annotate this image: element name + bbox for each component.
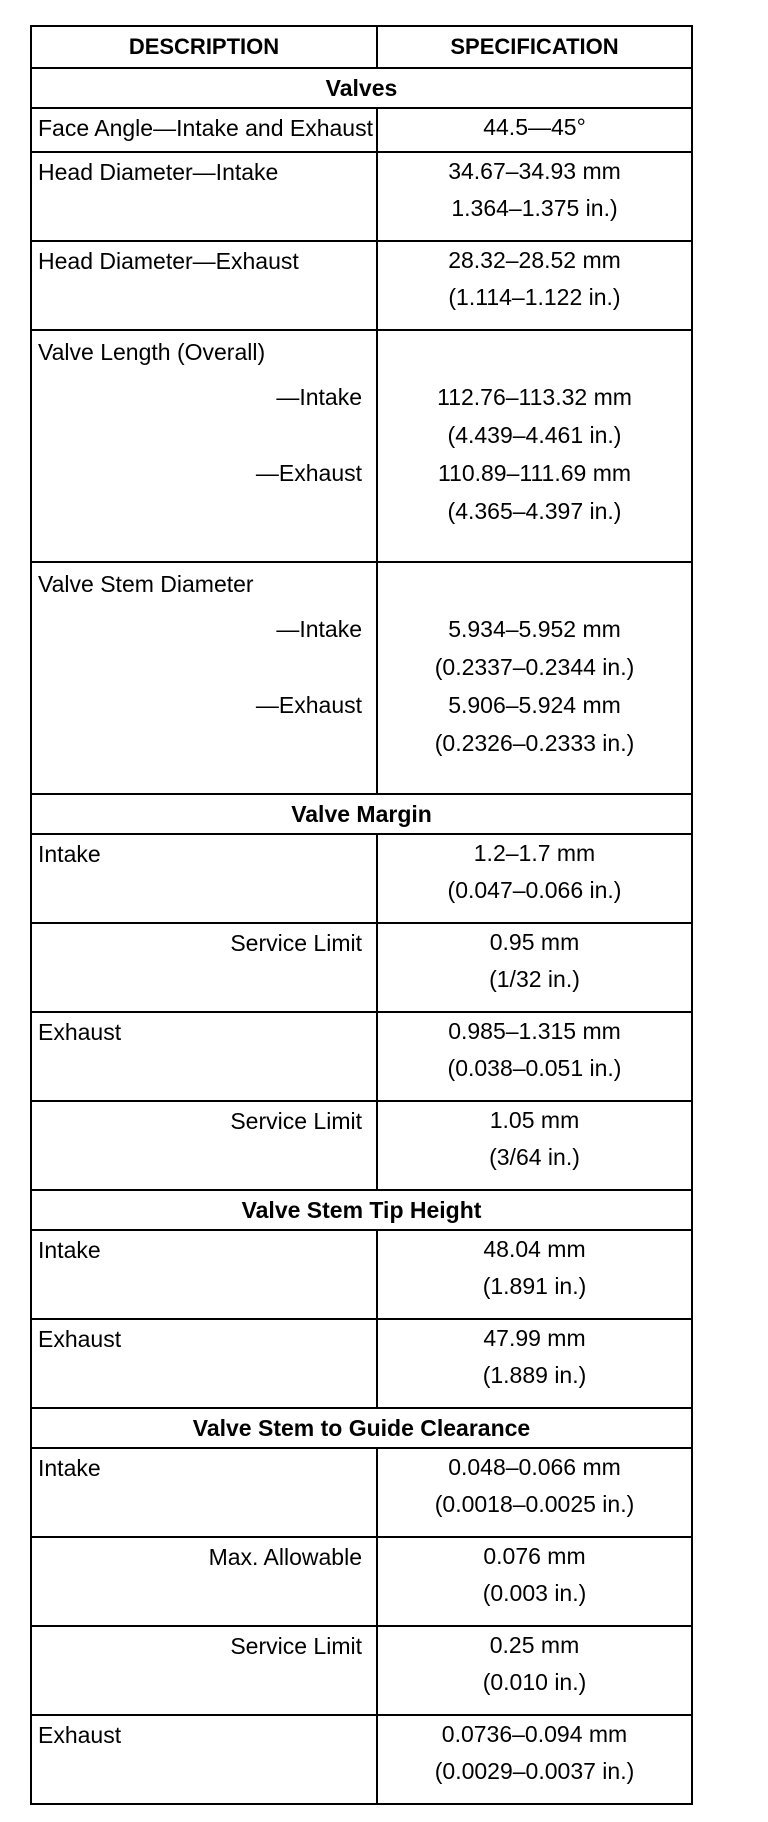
spec-imperial: (1.889 in.)	[482, 1362, 587, 1389]
row-label: Exhaust	[38, 1326, 122, 1353]
spacer	[378, 331, 691, 375]
tip-intake-value	[377, 1230, 692, 1319]
table-row	[31, 1626, 692, 1715]
clearance-exhaust-label	[31, 1715, 377, 1804]
table-row	[31, 923, 692, 1012]
spec-metric: 5.906–5.924 mm	[448, 692, 621, 719]
clearance-intake-label	[31, 1448, 377, 1537]
section-row	[31, 1408, 692, 1448]
spec-imperial: (0.0029–0.0037 in.)	[434, 1757, 635, 1784]
spec-imperial: (4.365–4.397 in.)	[447, 498, 622, 525]
spec-metric: 1.2–1.7 mm	[473, 840, 596, 867]
row-label: Intake	[38, 1455, 101, 1482]
margin-exhaust-value	[377, 1012, 692, 1101]
spec-metric: 0.985–1.315 mm	[448, 1018, 621, 1045]
table-row	[31, 1101, 692, 1190]
section-row	[31, 794, 692, 834]
spec-imperial: (3/64 in.)	[489, 1144, 580, 1171]
margin-exhaust-limit-label	[31, 1101, 377, 1190]
table-row	[31, 834, 692, 923]
table-row	[31, 241, 692, 330]
row-label: Service Limit	[230, 1108, 362, 1135]
clearance-limit-value	[377, 1626, 692, 1715]
margin-exhaust-limit-value	[377, 1101, 692, 1190]
clearance-exhaust-value	[377, 1715, 692, 1804]
face-angle-label	[31, 108, 377, 152]
head-intake-label	[31, 152, 377, 241]
table-row	[31, 562, 692, 794]
spec-metric: 110.89–111.69 mm	[437, 460, 632, 487]
spec-imperial: (4.439–4.461 in.)	[447, 422, 622, 449]
section-row	[31, 1190, 692, 1230]
table-row	[31, 330, 692, 562]
spec-metric: 0.048–0.066 mm	[448, 1454, 621, 1481]
section-tip-height: Valve Stem Tip Height	[31, 1190, 692, 1230]
row-label: Exhaust	[38, 1721, 122, 1748]
stem-diameter-value	[377, 562, 692, 794]
spec-imperial: 1.364–1.375 in.)	[451, 195, 618, 222]
clearance-limit-label	[31, 1626, 377, 1715]
row-label: Valve Stem Diameter	[38, 571, 254, 598]
table-row	[31, 1012, 692, 1101]
spec-imperial: (0.2337–0.2344 in.)	[434, 654, 635, 681]
table-row	[31, 1537, 692, 1626]
table-row	[31, 1319, 692, 1408]
spec-metric: 1.05 mm	[489, 1107, 580, 1134]
spec-imperial: (1/32 in.)	[489, 966, 580, 993]
row-label: Face Angle—Intake and Exhaust	[38, 115, 373, 141]
table-header-row	[31, 26, 692, 68]
margin-intake-limit-label	[31, 923, 377, 1012]
row-sublabel: —Intake	[276, 384, 362, 411]
section-row	[31, 68, 692, 108]
spec-imperial: (1.114–1.122 in.)	[448, 284, 621, 311]
spec-metric: 28.32–28.52 mm	[448, 247, 621, 274]
row-label: Head Diameter—Intake	[38, 159, 279, 186]
head-exhaust-label	[31, 241, 377, 330]
section-valve-margin: Valve Margin	[31, 794, 692, 834]
specification-header: SPECIFICATION	[377, 26, 692, 68]
row-label: Intake	[38, 1237, 101, 1264]
margin-intake-label	[31, 834, 377, 923]
spec-metric: 5.934–5.952 mm	[448, 616, 621, 643]
face-angle-value	[377, 108, 692, 152]
row-label: Intake	[38, 841, 101, 868]
row-sublabel: —Exhaust	[255, 460, 362, 487]
head-intake-value	[377, 152, 692, 241]
table-row	[31, 1448, 692, 1537]
row-label: Head Diameter—Exhaust	[38, 248, 299, 275]
spec-metric: 112.76–113.32 mm	[437, 384, 632, 411]
spec-imperial: (1.891 in.)	[482, 1273, 587, 1300]
valve-length-label	[31, 330, 377, 562]
row-label: Service Limit	[230, 930, 362, 957]
spec-imperial: (0.0018–0.0025 in.)	[434, 1491, 635, 1518]
spec-metric: 34.67–34.93 mm	[448, 158, 621, 185]
spec-metric: 0.0736–0.094 mm	[441, 1720, 628, 1747]
valve-spec-table	[30, 25, 693, 1805]
row-label: Max. Allowable	[208, 1544, 362, 1570]
stem-diameter-label	[31, 562, 377, 794]
table-row	[31, 1715, 692, 1804]
row-label: Exhaust	[38, 1019, 122, 1046]
margin-exhaust-label	[31, 1012, 377, 1101]
head-exhaust-value	[377, 241, 692, 330]
table-row	[31, 152, 692, 241]
clearance-max-value	[377, 1537, 692, 1626]
spec-imperial: (0.010 in.)	[482, 1668, 587, 1695]
margin-intake-limit-value	[377, 923, 692, 1012]
row-sublabel: —Intake	[276, 616, 362, 643]
spec-imperial: (0.047–0.066 in.)	[447, 877, 622, 904]
table-row	[31, 1230, 692, 1319]
section-guide-clearance: Valve Stem to Guide Clearance	[31, 1408, 692, 1448]
tip-exhaust-label	[31, 1319, 377, 1408]
valve-length-value	[377, 330, 692, 562]
row-sublabel: —Exhaust	[255, 692, 362, 719]
margin-intake-value	[377, 834, 692, 923]
row-label: Valve Length (Overall)	[38, 339, 266, 366]
spacer	[378, 563, 691, 607]
section-valves: Valves	[31, 68, 692, 108]
spec-metric: 48.04 mm	[483, 1236, 586, 1263]
table-row	[31, 108, 692, 152]
spec-imperial: (0.003 in.)	[482, 1580, 587, 1606]
spec-imperial: (0.2326–0.2333 in.)	[434, 730, 635, 757]
spacer	[32, 413, 376, 451]
spec-metric: 47.99 mm	[483, 1325, 586, 1352]
row-label: Service Limit	[230, 1632, 362, 1659]
spec-value: 44.5—45°	[483, 114, 586, 140]
spec-metric: 0.076 mm	[483, 1543, 586, 1569]
clearance-intake-value	[377, 1448, 692, 1537]
spacer	[32, 645, 376, 683]
spec-imperial: (0.038–0.051 in.)	[447, 1055, 622, 1082]
tip-intake-label	[31, 1230, 377, 1319]
spec-metric: 0.25 mm	[489, 1631, 580, 1658]
clearance-max-label	[31, 1537, 377, 1626]
tip-exhaust-value	[377, 1319, 692, 1408]
spec-metric: 0.95 mm	[489, 929, 580, 956]
description-header: DESCRIPTION	[31, 26, 377, 68]
